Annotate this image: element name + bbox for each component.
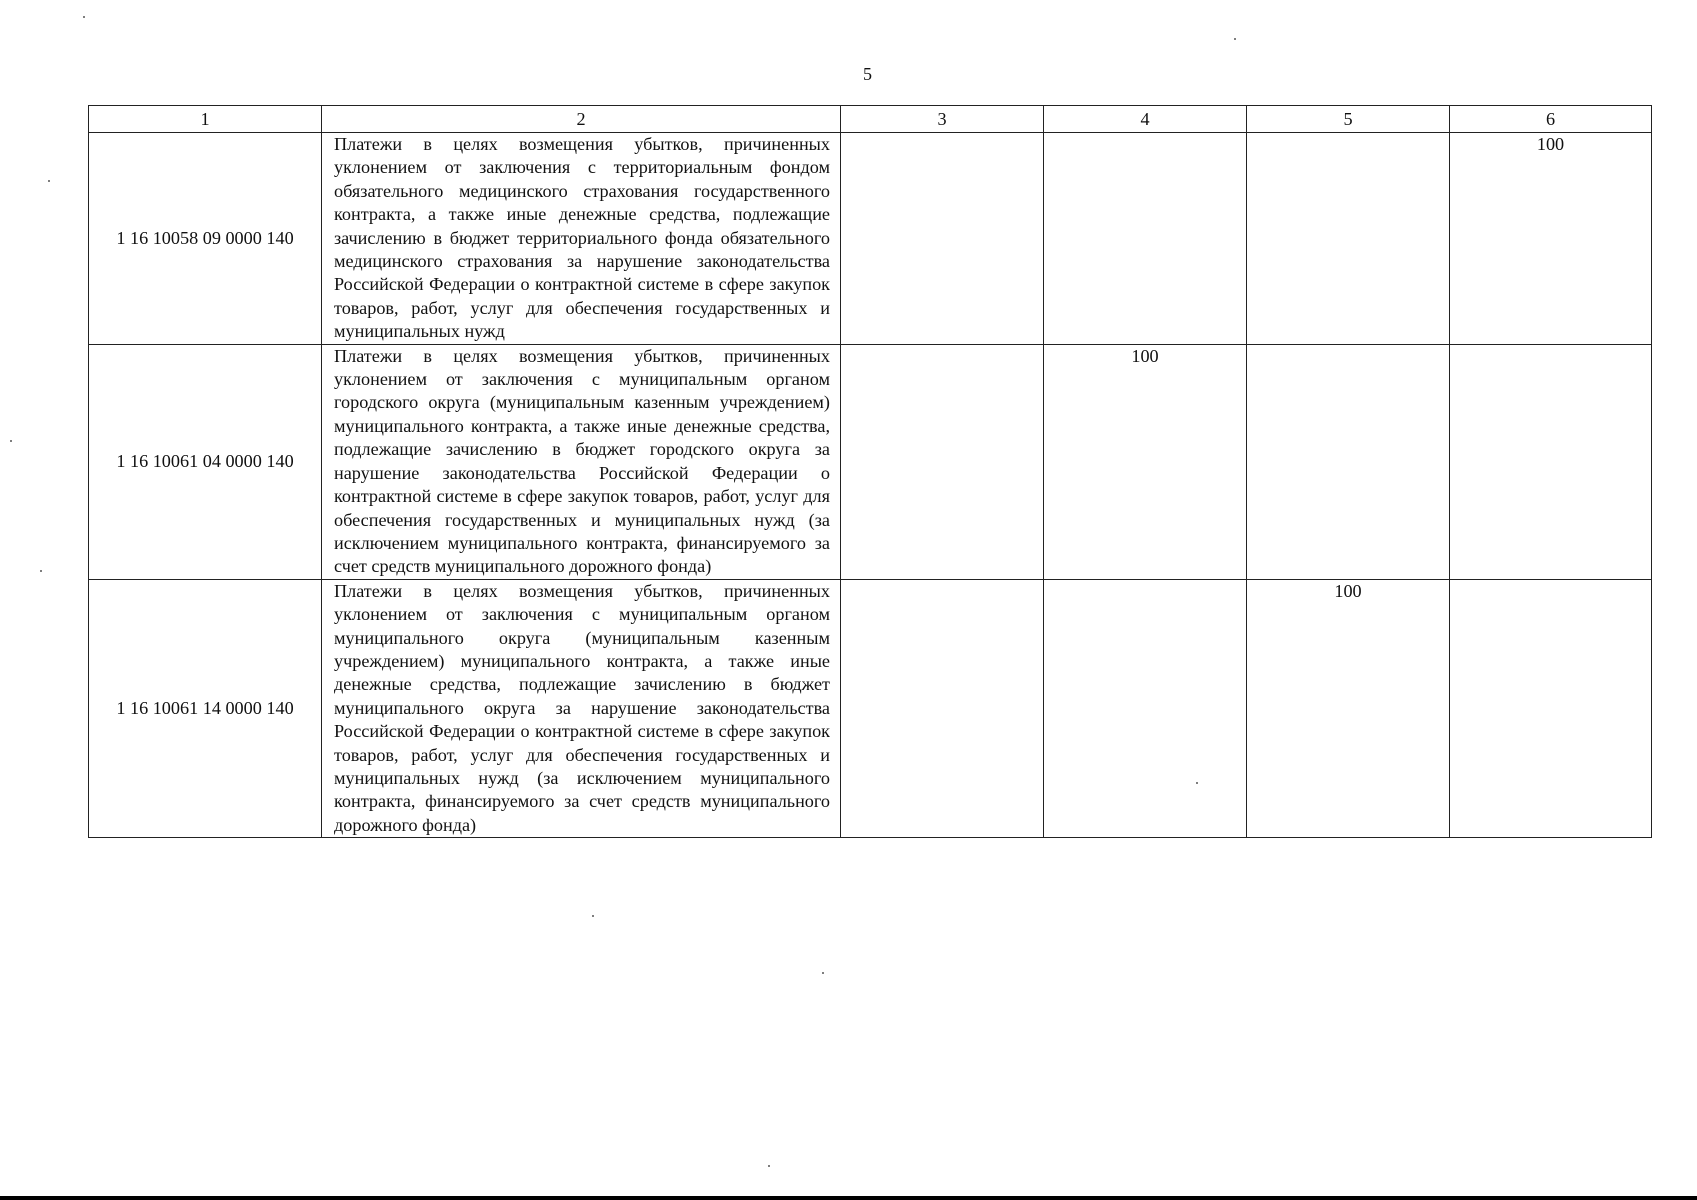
value-cell-col6 (1450, 579, 1652, 837)
scan-speck (768, 1165, 770, 1167)
description-cell: Платежи в целях возмещения убытков, причиненных уклонением от заключения с территориальным фондом обязательного медицинского страхования государственного контракта, а также иные денежные средства, подлежащие зачислению в бюджет территориального фонда обязательного медицинского страхования за нарушение законодательства Российской Федерации о контрактной системе в сфере закупок товаров, работ, услуг для обеспечения государственных и муниципальных нужд (322, 133, 841, 345)
table-row (89, 344, 1652, 579)
column-header: 1 (89, 106, 322, 133)
revenue-code-cell: 1 16 10061 14 0000 140 (89, 579, 322, 837)
revenue-code-cell: 1 16 10058 09 0000 140 (89, 133, 322, 345)
value-cell-col6 (1450, 344, 1652, 579)
value-cell-col4 (1044, 133, 1247, 345)
column-header: 2 (322, 106, 841, 133)
scan-speck (1234, 38, 1236, 40)
scan-edge-bar (0, 1196, 1697, 1200)
column-header: 6 (1450, 106, 1652, 133)
description-cell: Платежи в целях возмещения убытков, причиненных уклонением от заключения с муниципальным органом городского округа (муниципальным казенным учреждением) муниципального контракта, а также иные денежные средства, подлежащие зачислению в бюджет городского округа за нарушение законодательства Российской Федерации о контрактной системе в сфере закупок товаров, работ, услуг для обеспечения государственных и муниципальных нужд (за исключением муниципального контракта, финансируемого за счет средств муниципального дорожного фонда) (322, 344, 841, 579)
revenue-code-cell: 1 16 10061 04 0000 140 (89, 344, 322, 579)
value-cell-col5 (1247, 344, 1450, 579)
description-cell: Платежи в целях возмещения убытков, причиненных уклонением от заключения с муниципальным органом муниципального округа (муниципальным казенным учреждением) муниципального контракта, а также иные денежные средства, подлежащие зачислению в бюджет муниципального округа за нарушение законодательства Российской Федерации о контрактной системе в сфере закупок товаров, работ, услуг для обеспечения государственных и муниципальных нужд (за исключением муниципального контракта, финансируемого за счет средств муниципального дорожного фонда) (322, 579, 841, 837)
value-cell-col3 (841, 344, 1044, 579)
value-cell-col3 (841, 579, 1044, 837)
column-header: 5 (1247, 106, 1450, 133)
scan-speck (10, 440, 12, 442)
value-cell-col5: 100 (1247, 579, 1450, 837)
scan-speck (40, 570, 42, 572)
scan-speck (1196, 782, 1198, 784)
value-cell-col4: 100 (1044, 344, 1247, 579)
column-header: 4 (1044, 106, 1247, 133)
value-cell-col6: 100 (1450, 133, 1652, 345)
scan-speck (822, 972, 824, 974)
value-cell-col5 (1247, 133, 1450, 345)
table-header-row (89, 106, 1652, 133)
scan-speck (48, 180, 50, 182)
column-header: 3 (841, 106, 1044, 133)
page-number: 5 (863, 64, 872, 84)
table-row (89, 133, 1652, 345)
value-cell-col3 (841, 133, 1044, 345)
table-row (89, 579, 1652, 837)
value-cell-col4 (1044, 579, 1247, 837)
scan-speck (83, 16, 85, 18)
scan-speck (592, 915, 594, 917)
revenue-table (88, 105, 1652, 838)
